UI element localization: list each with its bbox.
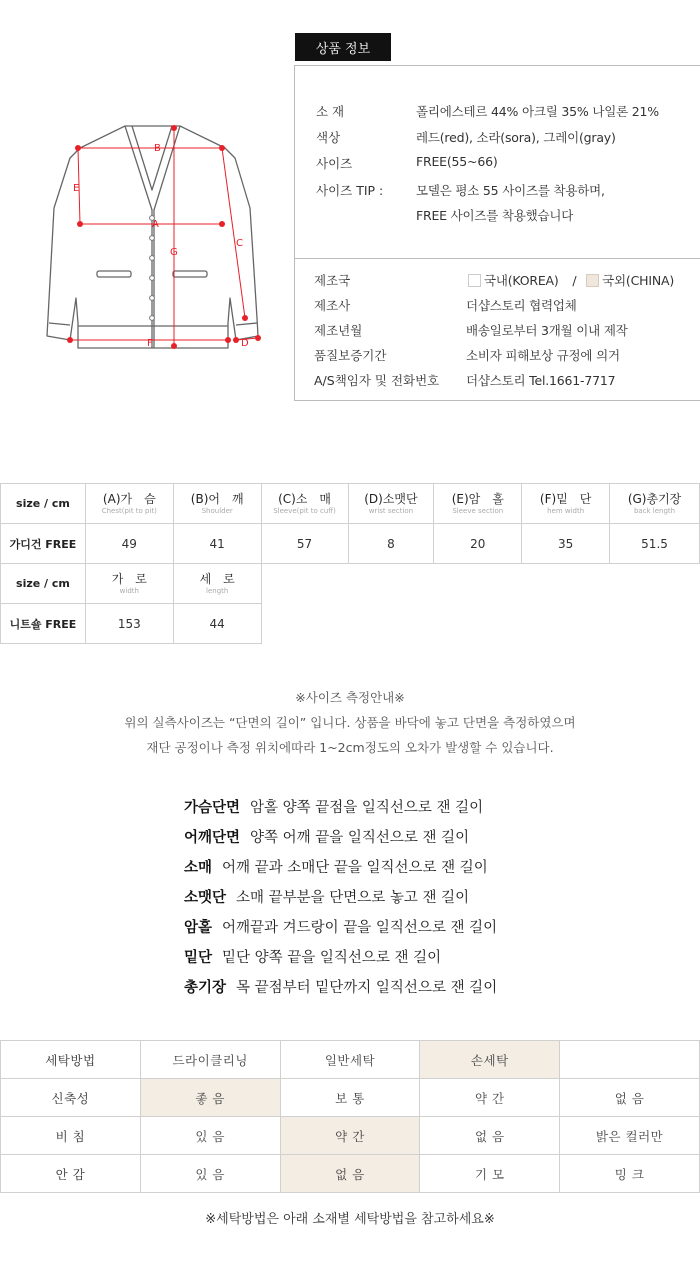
table-cell: 없 음 bbox=[560, 1079, 700, 1117]
table-cell: 20 bbox=[434, 524, 522, 564]
definition-item: 소맷단 소매 끝부분을 단면으로 놓고 잰 길이 bbox=[184, 890, 470, 906]
notice-line-2: 재단 공정이나 측정 위치에따라 1~2cm정도의 오차가 발생할 수 있습니다. bbox=[146, 740, 554, 755]
notice-title: ※사이즈 측정안내※ bbox=[295, 690, 405, 705]
table-cell: 약 간 bbox=[420, 1079, 560, 1117]
table-cell: 약 간 bbox=[280, 1117, 420, 1155]
cardigan-label: 가디건 FREE bbox=[1, 524, 86, 564]
shawl-header-row bbox=[1, 564, 700, 604]
wash-row-sheer bbox=[1, 1117, 700, 1155]
wash-row-lining bbox=[1, 1155, 700, 1193]
table-cell: 없 음 bbox=[280, 1155, 420, 1193]
table-cell: 밝은 컬러만 bbox=[560, 1117, 700, 1155]
table-cell: 49 bbox=[85, 524, 173, 564]
table-cell: 기 모 bbox=[420, 1155, 560, 1193]
table-cell: 좋 음 bbox=[140, 1079, 280, 1117]
table-cell: 안 감 bbox=[1, 1155, 141, 1193]
table-cell: 41 bbox=[173, 524, 261, 564]
label-g: G bbox=[170, 247, 178, 258]
col-armhole: (E)암 홀 Sleeve section bbox=[434, 484, 522, 524]
definition-item: 소매 어깨 끝과 소매단 끝을 일직선으로 잰 길이 bbox=[184, 860, 488, 876]
table-cell: 세탁방법 bbox=[1, 1041, 141, 1079]
col-sleeve: (C)소 매 Sleeve(pit to cuff) bbox=[261, 484, 348, 524]
definition-item: 암홀 어깨끝과 겨드랑이 끝을 일직선으로 잰 길이 bbox=[184, 920, 498, 936]
definition-item: 총기장 목 끝점부터 밑단까지 일직선으로 잰 길이 bbox=[184, 980, 498, 996]
info-divider bbox=[295, 258, 700, 259]
table-cell: 51.5 bbox=[610, 524, 700, 564]
table-cell: 35 bbox=[522, 524, 610, 564]
size-table bbox=[0, 483, 700, 644]
checkbox-korea[interactable] bbox=[468, 274, 481, 287]
checkbox-china[interactable] bbox=[586, 274, 599, 287]
label-a: A bbox=[152, 219, 159, 230]
col-width: 가 로 width bbox=[85, 564, 173, 604]
table-cell: 비 침 bbox=[1, 1117, 141, 1155]
table-cell: 드라이클리닝 bbox=[140, 1041, 280, 1079]
table-cell: 없 음 bbox=[420, 1117, 560, 1155]
notice-line-1: 위의 실측사이즈는 “단면의 길이” 입니다. 상품을 바닥에 놓고 단면을 측정하였으며 bbox=[124, 715, 576, 730]
cardigan-row bbox=[1, 524, 700, 564]
col-height: 세 로 length bbox=[173, 564, 261, 604]
table-cell: 일반세탁 bbox=[280, 1041, 420, 1079]
cardigan-diagram bbox=[40, 118, 280, 368]
wash-note: ※세탁방법은 아래 소재별 세탁방법을 참고하세요※ bbox=[205, 1212, 495, 1227]
wash-table bbox=[0, 1040, 700, 1193]
col-shoulder: (B)어 깨 Shoulder bbox=[173, 484, 261, 524]
col-chest: (A)가 슴 Chest(pit to pit) bbox=[85, 484, 173, 524]
shawl-header-label: size / cm bbox=[1, 564, 86, 604]
shawl-row bbox=[1, 604, 700, 644]
table-cell: 보 통 bbox=[280, 1079, 420, 1117]
product-info-title: 상품 정보 bbox=[295, 33, 391, 61]
col-wrist: (D)소맷단 wrist section bbox=[348, 484, 434, 524]
table-cell: 57 bbox=[261, 524, 348, 564]
product-info-box: 소 재 폴리에스테르 44% 아크릴 35% 나일론 21% 색상 레드(red), 소라(sora), 그레이(gray) 사이즈 FREE(55~66) 사이즈 TIP : 모델은 평소 55 사이즈를 착용하며, FREE 사이즈를 착용했습니다 제조국 국내(KOREA) / 국외(CHINA) 제조사 더샵스토리 협력업체 제조년월 배송일로부터 3개월 이내 제작 품질보증기간 소비자 피해보상 규정에 의거 A/S책임자 및 전화번호 더샵스토리 Tel.1661-7717 bbox=[294, 65, 700, 401]
col-hem: (F)밑 단 hem width bbox=[522, 484, 610, 524]
measurement-definitions bbox=[184, 796, 497, 1006]
table-cell: 있 음 bbox=[140, 1117, 280, 1155]
label-c: C bbox=[236, 238, 243, 249]
label-f: F bbox=[147, 338, 153, 349]
table-cell: 153 bbox=[85, 604, 173, 644]
col-length: (G)총기장 back length bbox=[610, 484, 700, 524]
wash-row-method bbox=[1, 1041, 700, 1079]
definition-item: 가슴단면 암홀 양쪽 끝점을 일직선으로 잰 길이 bbox=[184, 800, 484, 816]
table-cell: 밍 크 bbox=[560, 1155, 700, 1193]
definition-item: 어깨단면 양쪽 어깨 끝을 일직선으로 잰 길이 bbox=[184, 830, 470, 846]
size-header-row bbox=[1, 484, 700, 524]
size-header-label: size / cm bbox=[1, 484, 86, 524]
label-b: B bbox=[154, 143, 161, 154]
wash-row-stretch bbox=[1, 1079, 700, 1117]
definition-item: 밑단 밑단 양쪽 끝을 일직선으로 잰 길이 bbox=[184, 950, 442, 966]
label-d: D bbox=[241, 338, 249, 349]
table-cell: 44 bbox=[173, 604, 261, 644]
shawl-label: 니트숄 FREE bbox=[1, 604, 86, 644]
table-cell: 손세탁 bbox=[420, 1041, 560, 1079]
table-cell: 있 음 bbox=[140, 1155, 280, 1193]
table-cell: 신축성 bbox=[1, 1079, 141, 1117]
table-cell: 8 bbox=[348, 524, 434, 564]
label-e: E bbox=[73, 183, 80, 194]
table-cell bbox=[560, 1041, 700, 1079]
